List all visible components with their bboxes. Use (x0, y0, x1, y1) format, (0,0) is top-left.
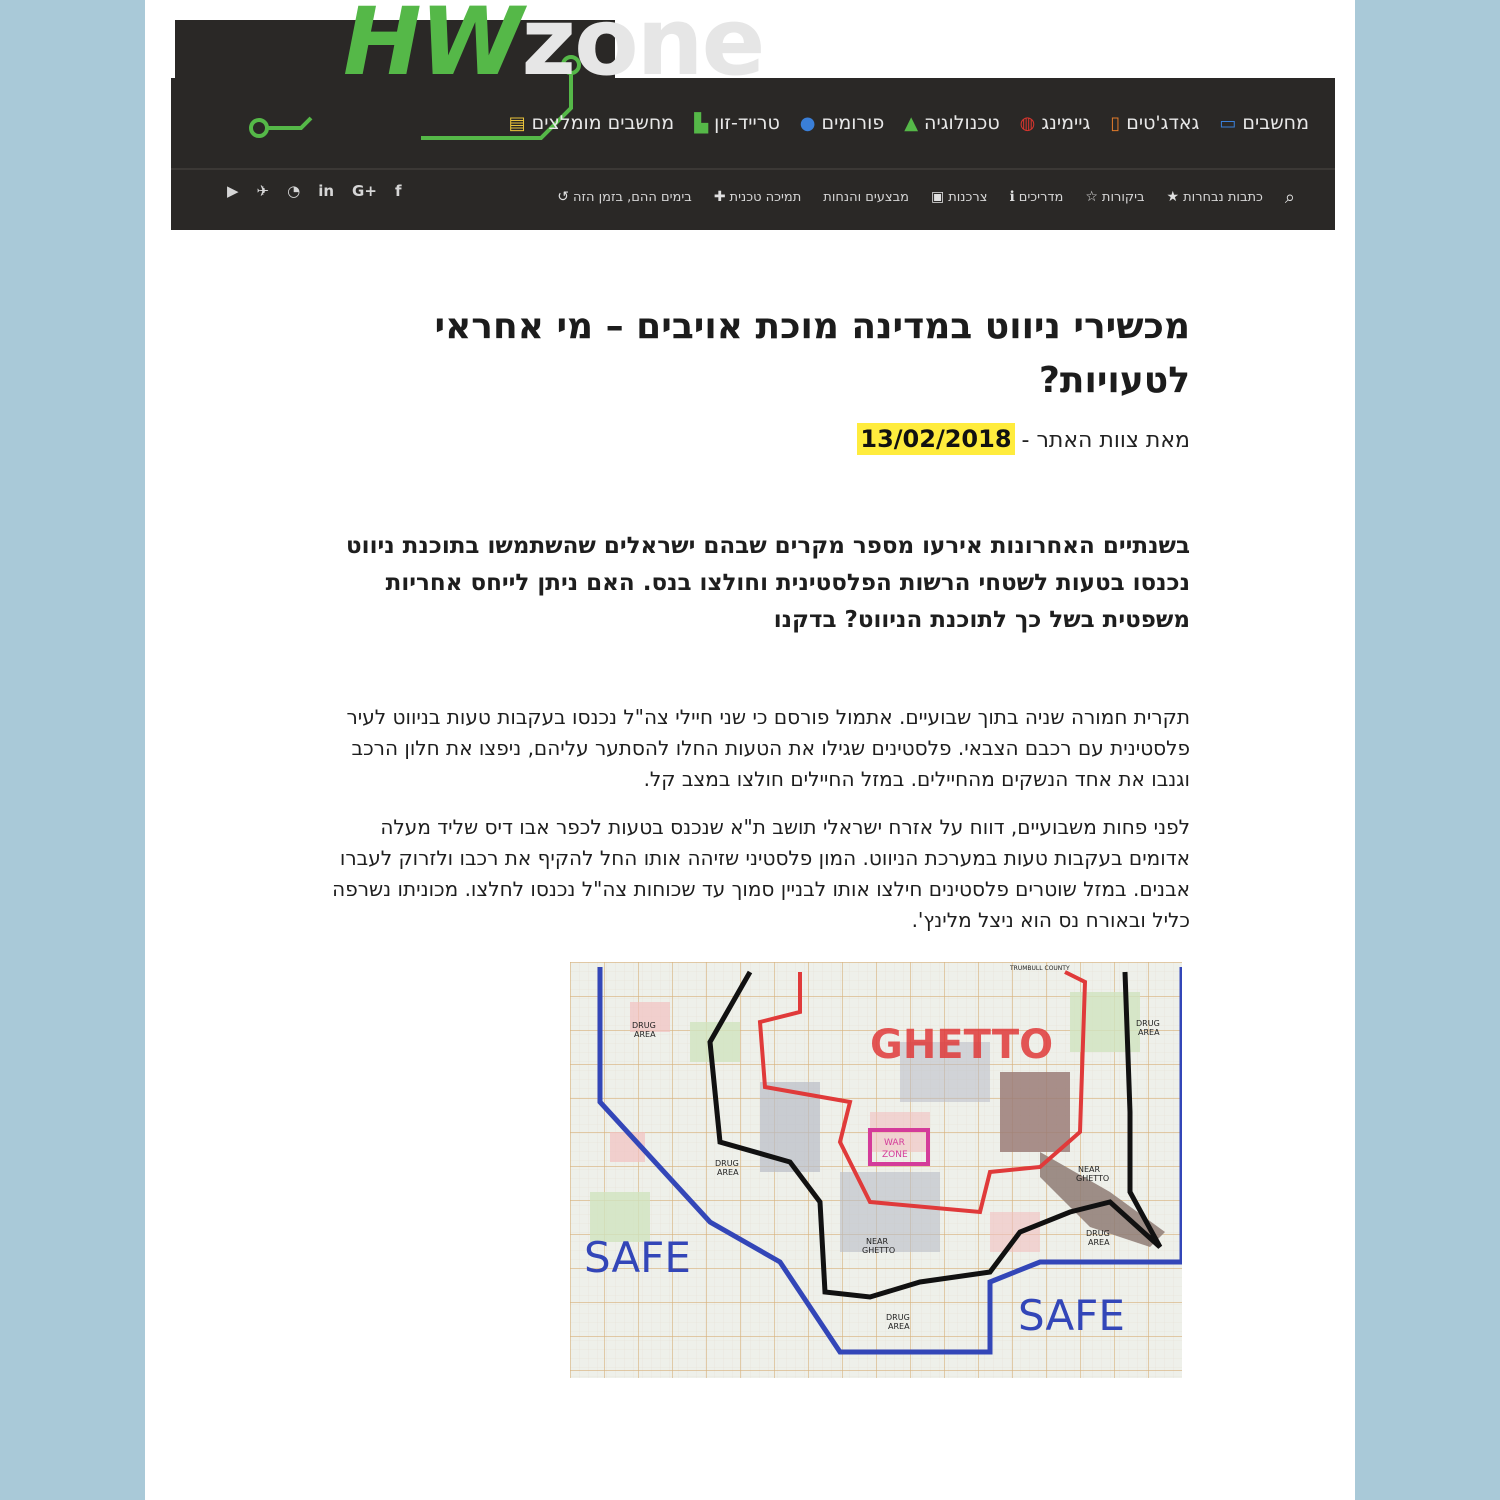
nav-label: טכנולוגיה (924, 112, 1000, 134)
social-links (227, 182, 401, 200)
logo-zone: zone (521, 0, 764, 97)
subnav-item-featured[interactable] (1167, 189, 1263, 205)
nav-item-recommended[interactable] (509, 112, 675, 134)
article-paragraph: לפני פחות משבועיים, דווח על אזרח ישראלי תושב ת"א שנכנס בטעות לכפר אבו דיס שליד מעלה אדומים בעקבות טעות במערכת הניווט. המון פלסטיני שזיהה אותו החל להקיף את רכבו ולזרוק לעברו אבנים. במזל שוטרים פלסטינים חילצו אותו לבניין סמוך עד שכוחות צה"ל נכנסו לחלצו. מכוניתו נשרפה כליל ובאורח נס הוא ניצל מלינץ'. (332, 815, 1190, 932)
list-icon: ▤ (508, 112, 526, 134)
drug-area-label: DRUG (1136, 1019, 1160, 1028)
subnav-item-guides[interactable] (1009, 189, 1063, 205)
drug-area-label: DRUG (1086, 1229, 1110, 1238)
near-ghetto-label: GHETTO (1076, 1174, 1110, 1183)
subnav-item-consumer[interactable] (931, 189, 987, 205)
subnav-item-history[interactable] (557, 189, 692, 205)
subnav-item-deals[interactable] (823, 190, 909, 205)
ghetto-label: GHETTO (870, 1022, 1054, 1068)
phone-icon: ▯ (1110, 112, 1121, 134)
drug-area-label: DRUG (632, 1021, 656, 1030)
nav-label: טרייד-זון (714, 112, 780, 134)
search-icon[interactable]: ⌕ (1284, 186, 1295, 208)
logo-wordmark (343, 0, 763, 103)
users-icon: ● (799, 112, 816, 134)
industrial-area (1000, 1072, 1070, 1152)
subnav-label: מדריכים (1018, 189, 1064, 205)
laptop-icon: ▭ (1219, 112, 1237, 134)
drug-area-label: DRUG (886, 1313, 910, 1322)
youtube-icon[interactable]: ▶ (227, 182, 239, 200)
main-nav (509, 108, 1309, 138)
subnav-item-support[interactable] (714, 189, 801, 205)
cart-icon: ▙ (694, 112, 709, 134)
near-ghetto-label: NEAR (1078, 1165, 1101, 1174)
drug-area-label: AREA (634, 1030, 656, 1039)
drug-area-label: DRUG (715, 1159, 739, 1168)
gamepad-icon: ◍ (1019, 112, 1036, 134)
article-page (145, 0, 1355, 1500)
nav-label: גיימינג (1041, 112, 1091, 134)
lifebuoy-icon: ✚ (713, 189, 726, 205)
nav-item-trade-zone[interactable] (694, 112, 780, 134)
article-byline (320, 425, 1190, 453)
drug-area-label: AREA (888, 1322, 910, 1331)
subnav-label: תמיכה טכנית (729, 189, 802, 205)
flask-icon: ▲ (904, 112, 919, 134)
twitter-icon[interactable]: ✈ (256, 182, 270, 200)
war-zone-label: ZONE (882, 1150, 908, 1160)
subnav-item-reviews[interactable] (1085, 189, 1144, 205)
county-label: TRUMBULL COUNTY (1010, 965, 1070, 972)
war-zone-label: WAR (884, 1138, 905, 1148)
history-icon: ↺ (557, 189, 569, 205)
byline-author: מאת צוות האתר - (1021, 428, 1190, 453)
sub-nav (557, 184, 1295, 210)
article-date: 13/02/2018 (857, 423, 1014, 455)
nav-item-gadgets[interactable] (1110, 112, 1199, 134)
subnav-label: בימים ההם, בזמן הזה (573, 189, 692, 205)
linkedin-icon[interactable]: in (318, 182, 335, 200)
rss-icon[interactable]: ◔ (287, 182, 301, 200)
nav-item-technology[interactable] (904, 112, 999, 134)
nav-label: מחשבים (1242, 112, 1309, 134)
near-ghetto-label: NEAR (866, 1237, 889, 1246)
money-icon: ▣ (930, 189, 945, 205)
nav-label: גאדג'טים (1126, 112, 1200, 134)
logo-hw: HW (343, 0, 522, 97)
article-lead: בשנתיים האחרונות אירעו מספר מקרים שבהם ישראלים שהשתמשו בתוכנת ניווט נכנסו בטעות לשטחי הרשות הפלסטינית וחולצו בנס. האם ניתן לייחס אחריות משפטית בשל כך לתוכנת הניווט? בדקנו (346, 533, 1190, 633)
drug-area-label: AREA (717, 1168, 739, 1177)
nav-item-forums[interactable] (800, 112, 884, 134)
article-title: מכשירי ניווט במדינה מוכת אויבים – מי אחראי לטעויות? (434, 306, 1190, 401)
safe-label-left: SAFE (584, 1233, 691, 1282)
article-paragraph: תקרית חמורה שניה בתוך שבועיים. אתמול פורסם כי שני חיילי צה"ל נכנסו בעקבות טעות בניווט לעיר פלסטינית עם רכבם הצבאי. פלסטינים שגילו את הטעות החלו להסתער עליהם, ניפצו את חלון הרכב וגנבו את אחד הנשקים מהחיילים. במזל החיילים חולצו במצב קל. (346, 705, 1190, 791)
subnav-label: כתבות נבחרות (1183, 189, 1263, 205)
ghetto-map-image (570, 962, 1182, 1378)
near-ghetto-label: GHETTO (862, 1246, 896, 1255)
nav-label: מחשבים מומלצים (531, 112, 675, 134)
drug-area-label: AREA (1138, 1028, 1160, 1037)
info-icon: ℹ (1009, 189, 1015, 205)
subnav-label: מבצעים והנחות (823, 189, 909, 205)
star-outline-icon: ☆ (1085, 189, 1098, 205)
facebook-icon[interactable]: f (394, 182, 402, 200)
google-plus-icon[interactable]: G+ (352, 182, 377, 200)
drug-area-label: AREA (1088, 1238, 1110, 1247)
safe-label-right: SAFE (1018, 1291, 1125, 1340)
subnav-label: צרכנות (948, 189, 988, 205)
subnav-label: ביקורות (1101, 189, 1145, 205)
nav-item-computers[interactable] (1219, 112, 1309, 134)
site-header (171, 0, 1335, 230)
star-icon: ★ (1166, 189, 1180, 205)
nav-item-gaming[interactable] (1020, 112, 1091, 134)
nav-label: פורומים (821, 112, 885, 134)
